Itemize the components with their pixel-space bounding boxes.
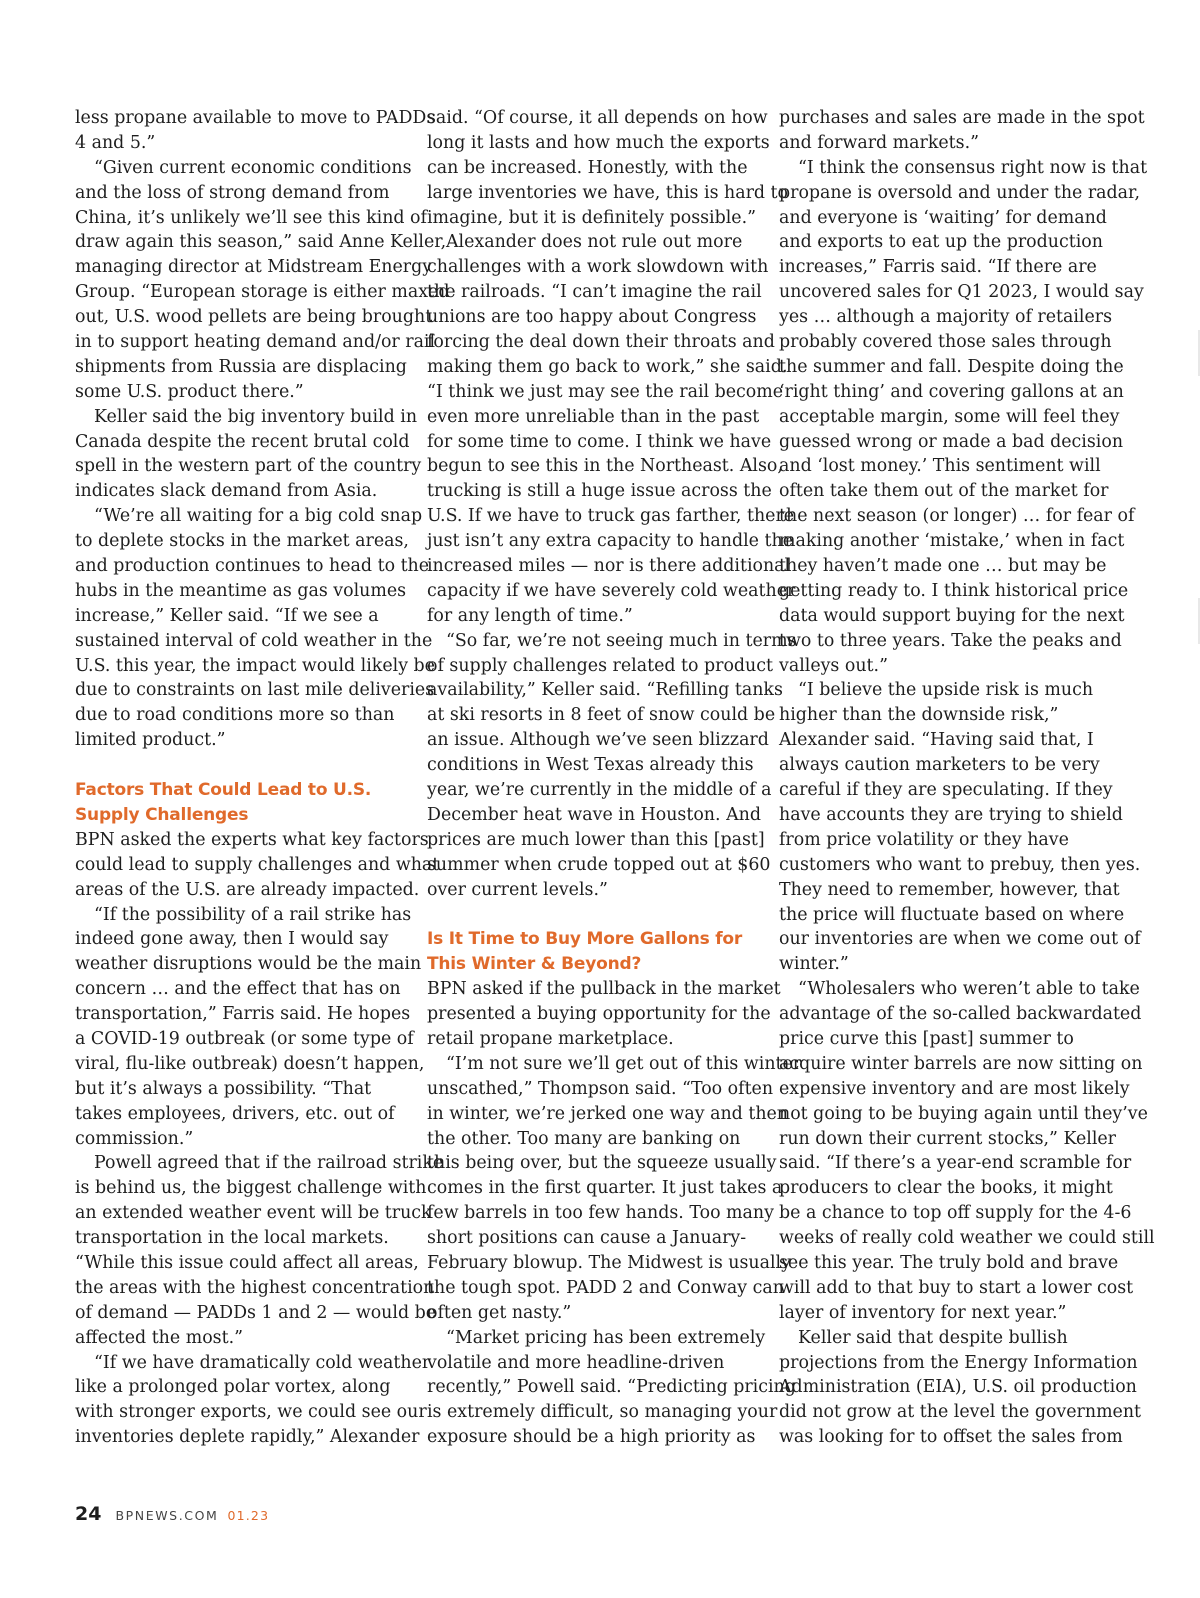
body-text-line: is behind us, the biggest challenge with [75,1178,427,1199]
body-text-line: prices are much lower than this [past] [427,829,765,850]
footer-site: BPNEWS.COM [115,1508,219,1523]
body-text-line: producers to clear the books, it might [779,1178,1113,1199]
body-text-line: the tough spot. PADD 2 and Conway can [427,1277,784,1298]
body-text-line: ‘right thing’ and covering gallons at an [779,381,1124,402]
body-text-line: February blowup. The Midwest is usually [427,1252,791,1273]
body-text-line: trucking is still a huge issue across the [427,481,772,502]
body-text-line: did not grow at the level the government [779,1402,1142,1423]
body-text-line: takes employees, drivers, etc. out of [75,1103,395,1124]
body-text-line: and the loss of strong demand from [75,182,390,203]
body-text-line: short positions can cause a January- [427,1228,747,1249]
body-text-line: transportation in the local markets. [75,1228,389,1249]
body-text-line: “While this issue could affect all areas, [75,1252,419,1273]
body-text-line: indeed gone away, then I would say [75,929,389,950]
body-text-line: due to road conditions more so than [75,705,395,726]
body-text-line: “We’re all waiting for a big cold snap [94,506,423,527]
body-text-line: capacity if we have severely cold weather [427,580,796,601]
body-text-line: Keller said the big inventory build in [94,406,418,427]
body-text-line: presented a buying opportunity for the [427,1004,771,1025]
page-number: 24 [75,1503,102,1525]
body-text-line: see this year. The truly bold and brave [779,1252,1119,1273]
body-text-line: increases,” Farris said. “If there are [779,257,1097,278]
body-text-line: conditions in West Texas already this [427,755,754,776]
body-text-line: an extended weather event will be truck [75,1203,432,1224]
body-text-line: due to constraints on last mile deliveries [75,680,435,701]
body-text-line: areas of the U.S. are already impacted. [75,879,420,900]
body-text-line: managing director at Midstream Energy [75,257,433,278]
body-text-line: They need to remember, however, that [779,879,1120,900]
body-text-line: unions are too happy about Congress [427,307,757,328]
body-text-line: BPN asked if the pullback in the market [427,979,781,1000]
body-text-line: not going to be buying again until they’ve [779,1103,1148,1124]
body-text-line: “I believe the upside risk is much [798,680,1094,701]
body-text-line: but it’s always a possibility. “That [75,1078,372,1099]
body-text-line: weather disruptions would be the main [75,954,422,975]
footer-issue: 01.23 [227,1508,270,1523]
body-text-line: purchases and sales are made in the spot [779,108,1145,128]
body-text-line: Powell agreed that if the railroad strike [94,1153,444,1174]
body-text-line: less propane available to move to PADDs [75,108,436,128]
body-text-line: can be increased. Honestly, with the [427,157,748,178]
body-text-line: retail propane marketplace. [427,1028,674,1049]
body-text-line: Alexander does not rule out more [446,232,743,253]
body-text-line: this being over, but the squeeze usually [427,1153,777,1174]
paragraph-gap [427,903,757,928]
body-text-line: have accounts they are trying to shield [779,804,1123,825]
body-text-line: they haven’t made one … but may be [779,556,1107,577]
body-text-line: data would support buying for the next [779,605,1125,626]
body-text-line: in to support heating demand and/or rail [75,332,436,353]
body-text-line: run down their current stocks,” Keller [779,1128,1116,1149]
body-text-line: Administration (EIA), U.S. oil production [779,1377,1137,1398]
article-column-2 [427,106,802,1450]
body-text-line: the summer and fall. Despite doing the [779,356,1124,377]
body-text-line: forcing the deal down their throats and [427,332,775,353]
body-text-line: always caution marketers to be very [779,755,1100,776]
body-text-line: guessed wrong or made a bad decision [779,431,1124,452]
article-column-3 [779,106,1155,1450]
body-text-line: comes in the first quarter. It just takes a [427,1178,783,1199]
body-text-line: higher than the downside risk,” [779,705,1059,726]
body-text-line: and exports to eat up the production [779,232,1103,253]
body-text-line: making another ‘mistake,’ when in fact [779,531,1125,552]
body-text-line: will add to that buy to start a lower cost [779,1277,1134,1298]
body-text-line: over current levels.” [427,879,608,900]
section-heading-line: Supply Challenges [75,804,249,825]
body-text-line: availability,” Keller said. “Refilling tanks [427,680,783,701]
body-text-line: the next season (or longer) … for fear of [779,506,1135,527]
body-text-line: two to three years. Take the peaks and [779,630,1122,651]
body-text-line: “Given current economic conditions [94,157,412,178]
body-text-line: the other. Too many are banking on [427,1128,741,1149]
body-text-line: commission.” [75,1128,194,1149]
body-text-line: acquire winter barrels are now sitting on [779,1053,1143,1074]
body-text-line: like a prolonged polar vortex, along [75,1377,391,1398]
body-text-line: an issue. Although we’ve seen blizzard [427,730,769,751]
body-text-line: spell in the western part of the country [75,456,422,477]
body-text-line: imagine, but it is definitely possible.” [427,207,757,228]
body-text-line: layer of inventory for next year.” [779,1302,1067,1323]
body-text-line: “If we have dramatically cold weather [94,1352,431,1373]
body-text-line: shipments from Russia are displacing [75,356,407,377]
body-text-line: increased miles — nor is there additional [427,556,791,577]
body-text-line: draw again this season,” said Anne Keller, [75,232,447,253]
body-text-line: China, it’s unlikely we’ll see this kind of [75,207,427,228]
body-text-line: and everyone is ‘waiting’ for demand [779,207,1107,228]
body-text-line: often get nasty.” [427,1302,572,1323]
body-text-line: of demand — PADDs 1 and 2 — would be [75,1302,437,1323]
body-text-line: “Market pricing has been extremely [446,1327,766,1348]
body-text-line: affected the most.” [75,1327,243,1348]
body-text-line: to deplete stocks in the market areas, [75,531,409,552]
section-heading-line: This Winter & Beyond? [427,954,642,975]
body-text-line: and forward markets.” [779,132,980,153]
body-text-line: advantage of the so-called backwardated [779,1004,1142,1025]
body-text-line: projections from the Energy Information [779,1352,1138,1373]
body-text-line: unscathed,” Thompson said. “Too often [427,1078,774,1099]
body-text-line: hubs in the meantime as gas volumes [75,580,407,601]
body-text-line: and production continues to head to the [75,556,430,577]
body-text-line: indicates slack demand from Asia. [75,481,378,502]
body-text-line: propane is oversold and under the radar, [779,182,1140,203]
body-text-line: “Wholesalers who weren’t able to take [798,979,1140,1000]
section-heading-line: Is It Time to Buy More Gallons for [427,929,743,950]
body-text-line: our inventories are when we come out of [779,929,1141,950]
body-text-line: “So far, we’re not seeing much in terms [446,630,797,651]
body-text-line: was looking for to offset the sales from [779,1427,1123,1448]
body-text-line: 4 and 5.” [75,132,156,153]
body-text-line: be a chance to top off supply for the 4-6 [779,1203,1132,1224]
body-text-line: some U.S. product there.” [75,381,304,402]
body-text-line: summer when crude topped out at $60 [427,854,771,875]
body-text-line: the price will fluctuate based on where [779,904,1125,925]
body-text-line: yes … although a majority of retailers [779,307,1113,328]
body-text-line: year, we’re currently in the middle of a [427,780,772,801]
body-text-line: out, U.S. wood pellets are being brought [75,307,433,328]
body-text-line: getting ready to. I think historical price [779,580,1129,601]
body-text-line: “I think we just may see the rail become [427,381,784,402]
body-text-line: even more unreliable than in the past [427,406,760,427]
body-text-line: the areas with the highest concentration [75,1277,435,1298]
body-text-line: said. “If there’s a year-end scramble for [779,1153,1132,1174]
body-text-line: expensive inventory and are most likely [779,1078,1130,1099]
section-heading-line: Factors That Could Lead to U.S. [75,780,372,801]
body-text-line: “I’m not sure we’ll get out of this winter [446,1053,802,1074]
body-text-line: long it lasts and how much the exports [427,132,770,153]
body-text-line: from price volatility or they have [779,829,1069,850]
body-text-line: winter.” [779,954,849,975]
body-text-line: increase,” Keller said. “If we see a [75,605,379,626]
body-text-line: valleys out.” [779,655,888,676]
body-text-line: in winter, we’re jerked one way and then [427,1103,789,1124]
body-text-line: for any length of time.” [427,605,633,626]
body-text-line: making them go back to work,” she said. [427,356,788,377]
body-text-line: inventories deplete rapidly,” Alexander [75,1427,420,1448]
page-footer [75,1503,269,1533]
body-text-line: weeks of really cold weather we could still [779,1228,1155,1249]
body-text-line: said. “Of course, it all depends on how [427,108,768,128]
body-text-line: sustained interval of cold weather in the [75,630,433,651]
body-text-line: challenges with a work slowdown with [427,257,769,278]
body-text-line: could lead to supply challenges and what [75,854,440,875]
body-text-line: just isn’t any extra capacity to handle the [427,531,793,552]
body-text-line: with stronger exports, we could see our [75,1402,427,1423]
body-text-line: volatile and more headline-driven [427,1352,725,1373]
body-text-line: Keller said that despite bullish [798,1327,1068,1348]
body-text-line: “I think the consensus right now is that [798,157,1148,178]
body-text-line: price curve this [past] summer to [779,1028,1074,1049]
body-text-line: transportation,” Farris said. He hopes [75,1004,411,1025]
body-text-line: for some time to come. I think we have [427,431,772,452]
body-text-line: Alexander said. “Having said that, I [779,730,1094,751]
body-text-line: probably covered those sales through [779,332,1112,353]
body-text-line: December heat wave in Houston. And [427,804,761,825]
body-text-line: customers who want to prebuy, then yes. [779,854,1141,875]
body-text-line: and ‘lost money.’ This sentiment will [779,456,1101,477]
body-text-line: U.S. If we have to truck gas farther, there [427,506,795,527]
paragraph-gap [75,753,405,778]
body-text-line: Group. “European storage is either maxed [75,282,450,303]
body-text-line: limited product.” [75,730,226,751]
body-text-line: at ski resorts in 8 feet of snow could be [427,705,776,726]
body-text-line: viral, flu-like outbreak) doesn’t happen, [75,1053,425,1074]
body-text-line: is extremely difficult, so managing your [427,1402,778,1423]
article-column-1 [75,106,450,1450]
body-text-line: often take them out of the market for [779,481,1109,502]
body-text-line: acceptable margin, some will feel they [779,406,1120,427]
body-text-line: begun to see this in the Northeast. Also, [427,456,783,477]
body-text-line: of supply challenges related to product [427,655,773,676]
body-text-line: uncovered sales for Q1 2023, I would say [779,282,1144,303]
body-text-line: Canada despite the recent brutal cold [75,431,410,452]
body-text-line: recently,” Powell said. “Predicting pricing [427,1377,796,1398]
body-text-line: careful if they are speculating. If they [779,780,1113,801]
body-text-line: U.S. this year, the impact would likely be [75,655,435,676]
body-text-line: BPN asked the experts what key factors [75,829,429,850]
body-text-line: large inventories we have, this is hard to [427,182,789,203]
body-text-line: the railroads. “I can’t imagine the rail [427,282,762,303]
body-text-line: few barrels in too few hands. Too many [427,1203,774,1224]
body-text-line: “If the possibility of a rail strike has [94,904,412,925]
body-text-line: a COVID-19 outbreak (or some type of [75,1028,414,1049]
body-text-line: exposure should be a high priority as [427,1427,756,1448]
body-text-line: concern … and the effect that has on [75,979,401,1000]
